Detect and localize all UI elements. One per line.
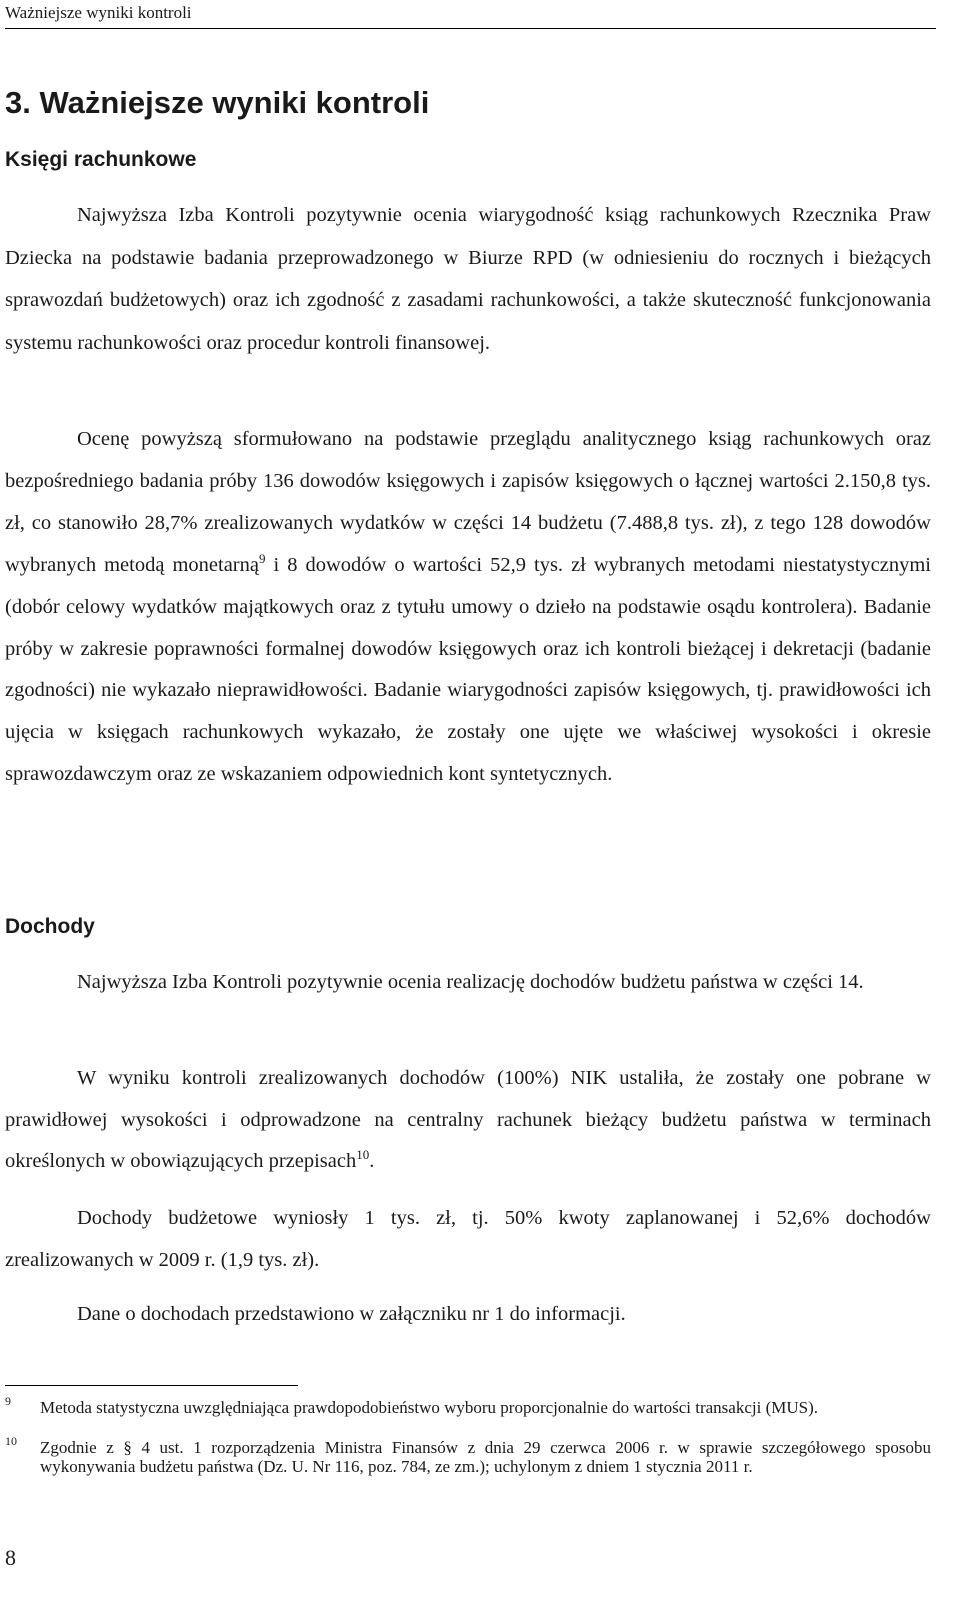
- paragraph-books-basis-text-2: i 8 dowodów o wartości 52,9 tys. zł wybranych metodami niestatystycznymi (dobór celowy wydatków majątkowych oraz z tytułu umowy o dzieło na podstawie osądu kontrolera). Badanie próby w zakresie poprawności formalnej dowodów księgowych oraz ich kontroli bieżącej i dekretacji (badanie zgodności) nie wykazało nieprawidłowości. Badanie wiarygodności zapisów księgowych, tj. prawidłowości ich ujęcia w księgach rachunkowych wykazało, że zostały one ujęte we właściwej wysokości i okresie sprawozdawczym oraz ze wskazaniem odpowiednich kont syntetycznych.: [5, 553, 931, 786]
- footnote-separator: [5, 1385, 298, 1386]
- footnote-9: [5, 1394, 931, 1417]
- paragraph-books-assessment: Najwyższa Izba Kontroli pozytywnie ocenia wiarygodność ksiąg rachunkowych Rzecznika Praw Dziecka na podstawie badania przeprowadzonego w Biurze RPD (w odniesieniu do rocznych i bieżących sprawozdań budżetowych) oraz ich zgodność z zasadami rachunkowości, a także skuteczność funkcjonowania systemu rachunkowości oraz procedur kontroli finansowej.: [5, 204, 931, 355]
- running-header: [5, 0, 936, 29]
- footnote-number: 10: [5, 1434, 17, 1448]
- paragraph-income-findings-text-2: .: [369, 1150, 375, 1172]
- paragraph-income-amount: Dochody budżetowe wyniosły 1 tys. zł, tj. 50% kwoty zaplanowanej i 52,6% dochodów zrealizowanych w 2009 r. (1,9 tys. zł).: [5, 1207, 931, 1271]
- footnote-10: [5, 1434, 931, 1476]
- paragraph-income-annex: Dane o dochodach przedstawiono w załączniku nr 1 do informacji.: [77, 1303, 626, 1325]
- subsection-title-books: Księgi rachunkowe: [5, 148, 197, 171]
- running-header-title: Ważniejsze wyniki kontroli: [5, 3, 192, 22]
- footnote-ref-10[interactable]: 10: [356, 1147, 370, 1163]
- footnote-ref-9[interactable]: 9: [258, 550, 266, 566]
- page-number: 8: [5, 1545, 16, 1570]
- paragraph-income-findings: [5, 1058, 931, 1183]
- paragraph-books-basis: [5, 419, 931, 796]
- subsection-title-income: Dochody: [5, 915, 95, 938]
- footnote-text: Zgodnie z § 4 ust. 1 rozporządzenia Ministra Finansów z dnia 29 czerwca 2006 r. w sprawie szczegółowego sposobu wykonywania budżetu państwa (Dz. U. Nr 116, poz. 784, ze zm.); uchylonym z dniem 1 stycznia 2011 r.: [40, 1438, 931, 1476]
- footnote-number: 9: [5, 1394, 11, 1408]
- paragraph-income-findings-text-1: W wyniku kontroli zrealizowanych dochodów (100%) NIK ustaliła, że zostały one pobrane w prawidłowej wysokości i odprowadzone na centralny rachunek bieżący budżetu państwa w terminach określonych w obowiązujących przepisach: [5, 1067, 931, 1172]
- section-title: 3. Ważniejsze wyniki kontroli: [5, 85, 430, 120]
- paragraph-income-assessment: Najwyższa Izba Kontroli pozytywnie ocenia realizację dochodów budżetu państwa w części 14.: [77, 971, 864, 993]
- footnote-text: Metoda statystyczna uwzględniająca prawdopodobieństwo wyboru proporcjonalnie do wartości transakcji (MUS).: [40, 1398, 819, 1417]
- paragraph-books-basis-text-1: Ocenę powyższą sformułowano na podstawie przeglądu analitycznego ksiąg rachunkowych oraz bezpośredniego badania próby 136 dowodów księgowych i zapisów księgowych o łącznej wartości 2.150,8 tys. zł, co stanowiło 28,7% zrealizowanych wydatków w części 14 budżetu (7.488,8 tys. zł), z tego 128 dowodów wybranych metodą monetarną: [5, 428, 931, 576]
